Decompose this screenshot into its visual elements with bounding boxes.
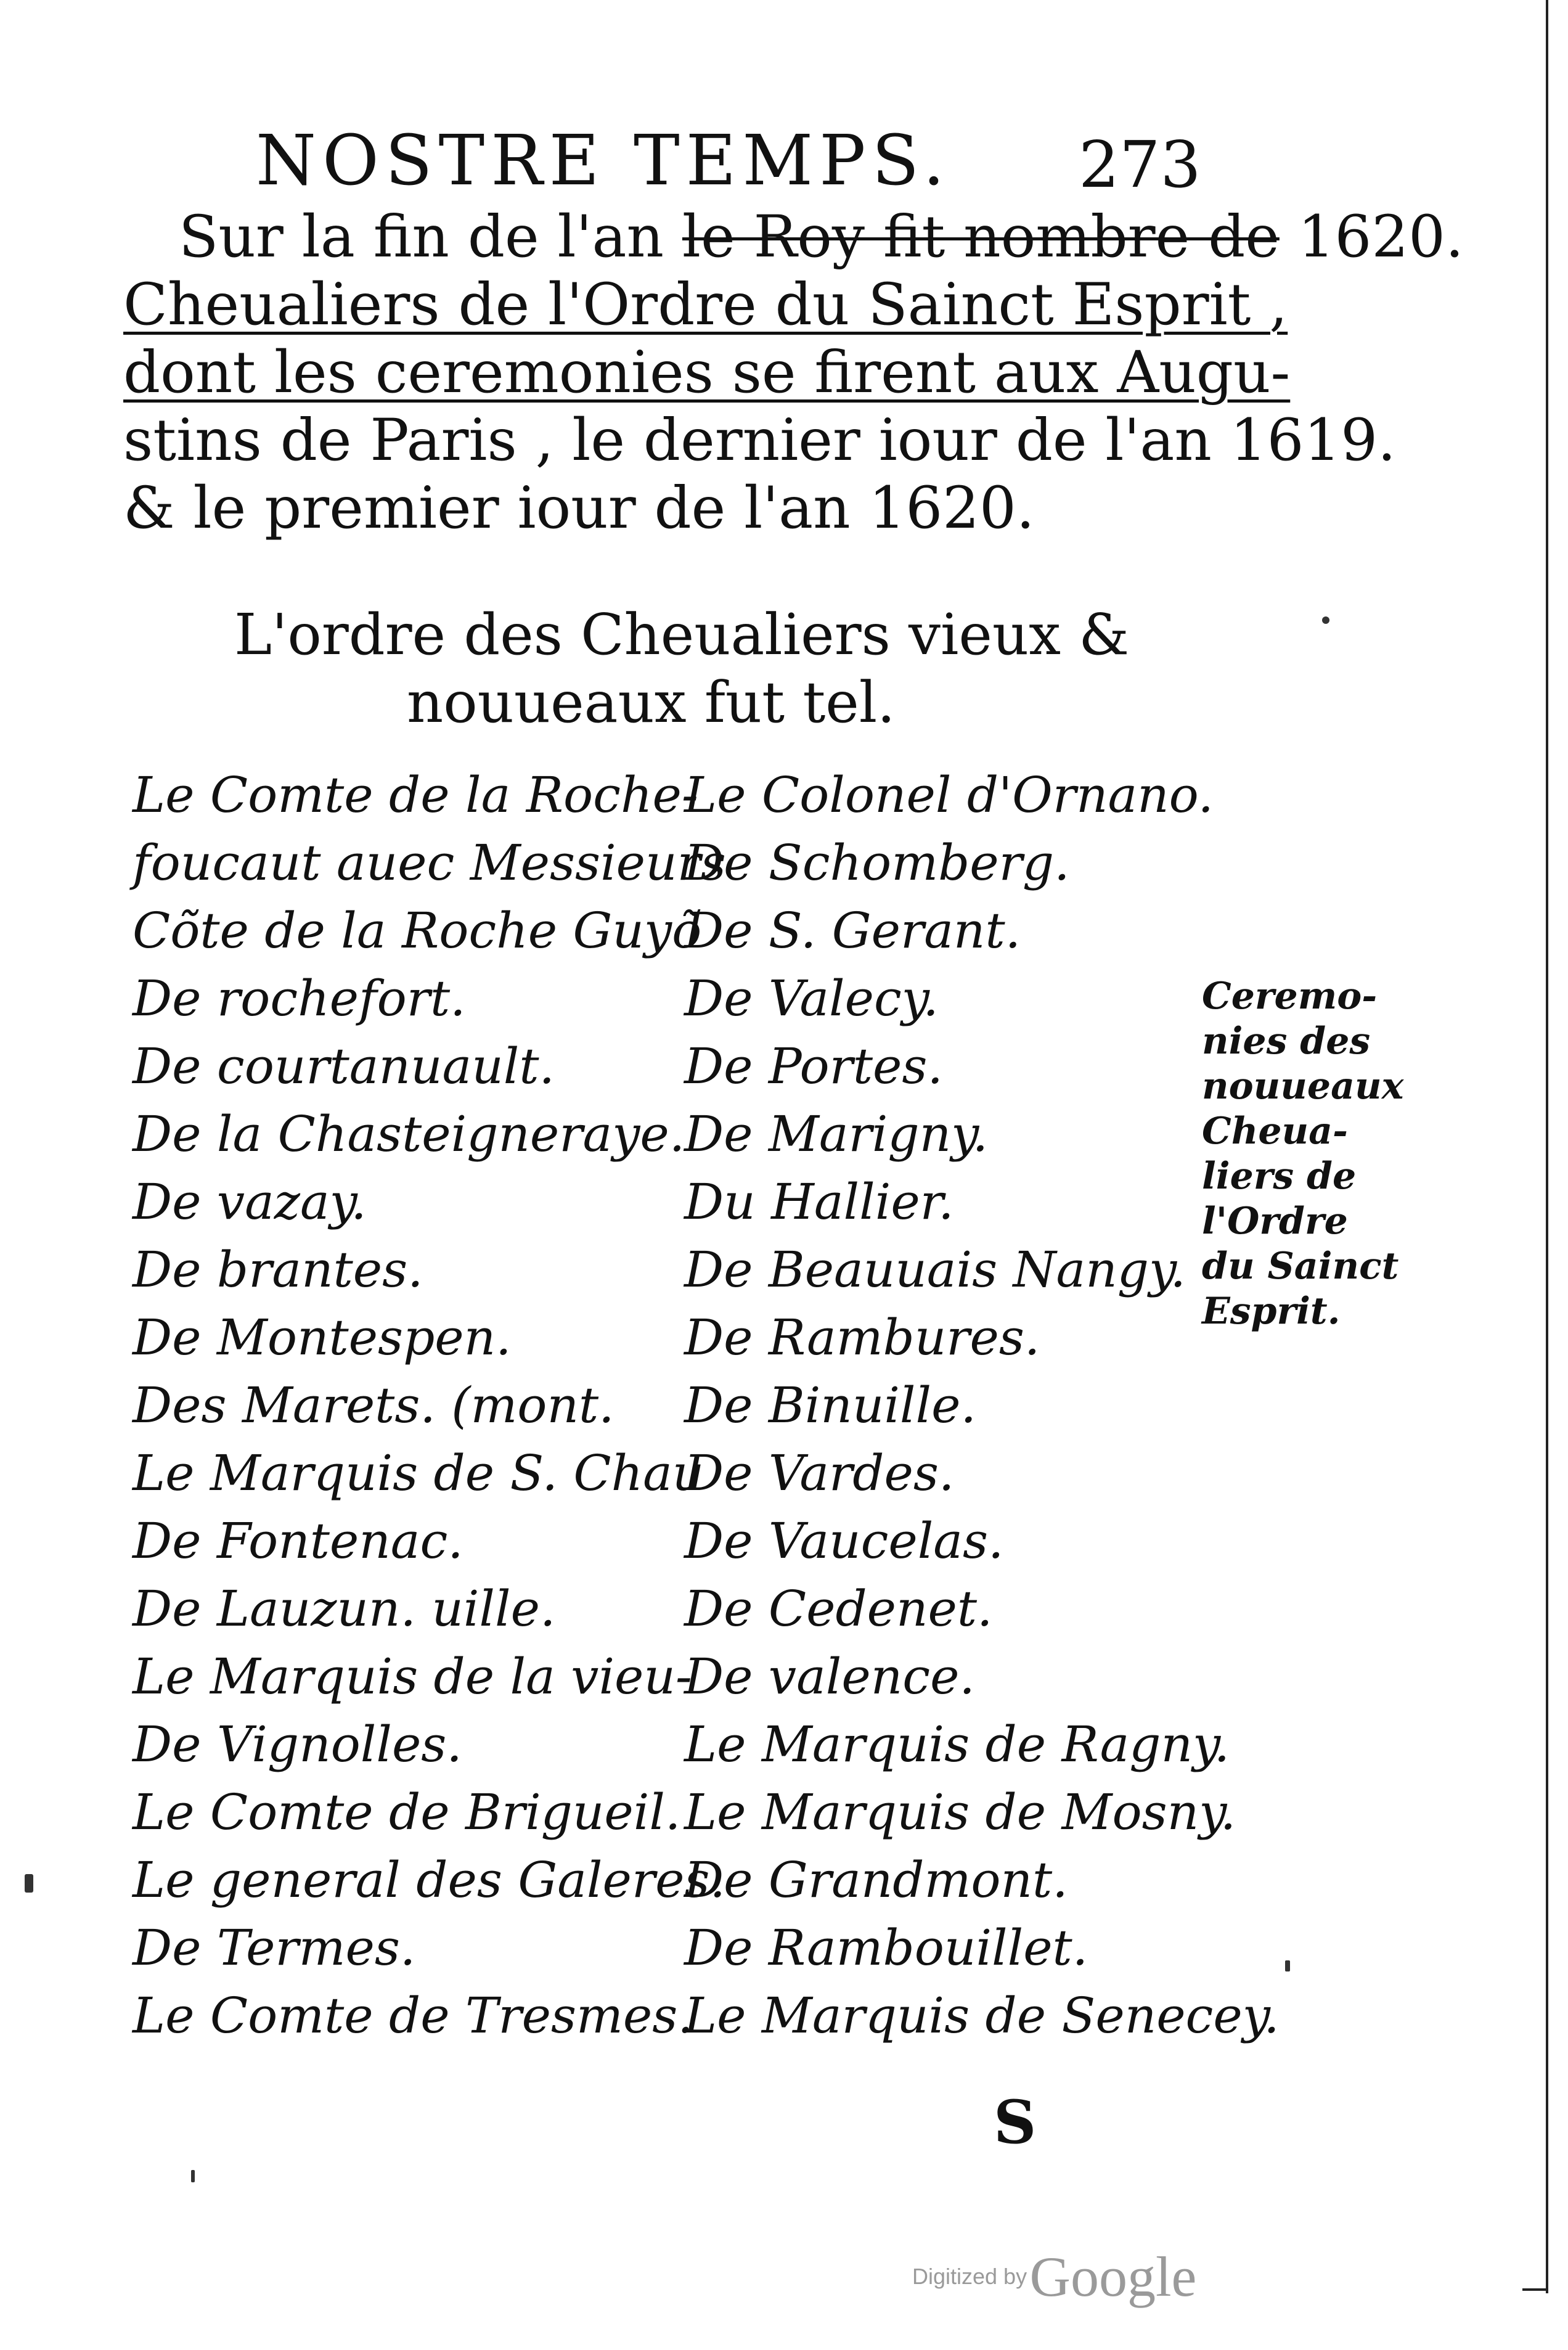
knight-entry: Le general des Galeres. (133, 1851, 725, 1909)
intro-line-1-year: 1620. (1279, 203, 1464, 271)
knight-entry: De Fontenac. (133, 1512, 463, 1570)
knight-entry: Du Hallier. (684, 1173, 954, 1230)
knight-entry: De rochefort. (133, 970, 466, 1027)
knight-entry: foucaut auec Messieurs (133, 834, 726, 891)
knight-entry: Le Marquis de Senecey. (684, 1987, 1280, 2044)
knight-entry: De Marigny. (684, 1105, 989, 1163)
knight-entry: De la Chasteigneraye. (133, 1105, 685, 1163)
knight-entry: Le Comte de la Roche- (133, 766, 698, 824)
marginal-note-line: du Sainct (1202, 1245, 1399, 1288)
ink-speck (191, 2170, 195, 2182)
knight-entry: Des Marets. (mont. (133, 1377, 615, 1434)
marginal-note-line: l'Ordre (1202, 1200, 1348, 1243)
watermark-prefix: Digitized by (912, 2264, 1027, 2289)
intro-paragraph (123, 203, 1464, 542)
section-heading (234, 601, 1130, 737)
watermark-brand: Google (1029, 2245, 1197, 2308)
page-edge-corner (1522, 2288, 1548, 2291)
intro-line-1-underlined: le Roy fit nombre de (682, 203, 1280, 271)
knight-entry: Le Marquis de S. Chau (133, 1444, 704, 1502)
intro-line-2: Cheualiers de l'Ordre du Sainct Esprit , (123, 271, 1288, 338)
marginal-note-line: nies des (1202, 1020, 1371, 1063)
knight-entry: De Rambouillet. (684, 1919, 1088, 1976)
knight-entry: Cõte de la Roche Guyõ (133, 902, 702, 959)
ink-speck (25, 1874, 33, 1893)
knight-entry: Le Colonel d'Ornano. (684, 766, 1214, 824)
knight-entry: Le Marquis de la vieu- (133, 1648, 692, 1705)
knight-entry: De Vardes. (684, 1444, 955, 1502)
knight-entry: De courtanuault. (133, 1038, 555, 1095)
marginal-note-line: nouueaux (1202, 1065, 1404, 1108)
knight-entry: De Termes. (133, 1919, 416, 1976)
knight-entry: De valence. (684, 1648, 975, 1705)
knight-entry: De Binuille. (684, 1377, 976, 1434)
knight-entry: De Beauuais Nangy. (684, 1241, 1186, 1298)
knight-entry: De Vaucelas. (684, 1512, 1004, 1570)
intro-line-1 (123, 203, 1464, 271)
catchword: S (994, 2087, 1037, 2157)
knight-entry: Le Marquis de Mosny. (684, 1783, 1236, 1841)
page-number: 273 (1079, 127, 1201, 202)
knight-entry: De Schomberg. (684, 834, 1070, 891)
marginal-note-line: Cheua- (1202, 1110, 1348, 1153)
knight-entry: De brantes. (133, 1241, 423, 1298)
section-heading-line-2: nouueaux fut tel. (407, 669, 896, 735)
intro-line-1-start: Sur la fin de l'an (179, 203, 682, 271)
knight-entry: Le Marquis de Ragny. (684, 1716, 1230, 1773)
section-heading-line-1: L'ordre des Cheualiers vieux & (234, 602, 1130, 668)
ink-speck (1285, 1960, 1290, 1971)
marginal-note (1202, 974, 1404, 1334)
marginal-note-line: Esprit. (1202, 1290, 1341, 1333)
running-head: NOSTRE TEMPS. (256, 121, 951, 201)
intro-line-4: stins de Paris , le dernier iour de l'an 1619. (123, 407, 1396, 474)
knight-entry: De Rambures. (684, 1309, 1040, 1366)
knight-entry: De Montespen. (133, 1309, 512, 1366)
knight-entry: De Portes. (684, 1038, 943, 1095)
knight-entry: De Valecy. (684, 970, 939, 1027)
knight-entry: De vazay. (133, 1173, 367, 1230)
knight-entry: De Cedenet. (684, 1580, 993, 1637)
page-edge-line (1546, 0, 1548, 2293)
knight-entry: De S. Gerant. (684, 902, 1021, 959)
intro-line-5: & le premier iour de l'an 1620. (123, 475, 1035, 542)
knight-entry: De Vignolles. (133, 1716, 462, 1773)
intro-line-3: dont les ceremonies se firent aux Augu- (123, 339, 1291, 406)
digitization-watermark (912, 2244, 1196, 2309)
marginal-note-line: Ceremo- (1202, 975, 1378, 1018)
knight-entry: Le Comte de Brigueil. (133, 1783, 681, 1841)
knight-entry: Le Comte de Tresmes. (133, 1987, 693, 2044)
ink-speck (1322, 616, 1329, 624)
knights-list-left (133, 761, 726, 2050)
marginal-note-line: liers de (1202, 1155, 1357, 1198)
knight-entry: De Lauzun. uille. (133, 1580, 556, 1637)
knight-entry: De Grandmont. (684, 1851, 1068, 1909)
